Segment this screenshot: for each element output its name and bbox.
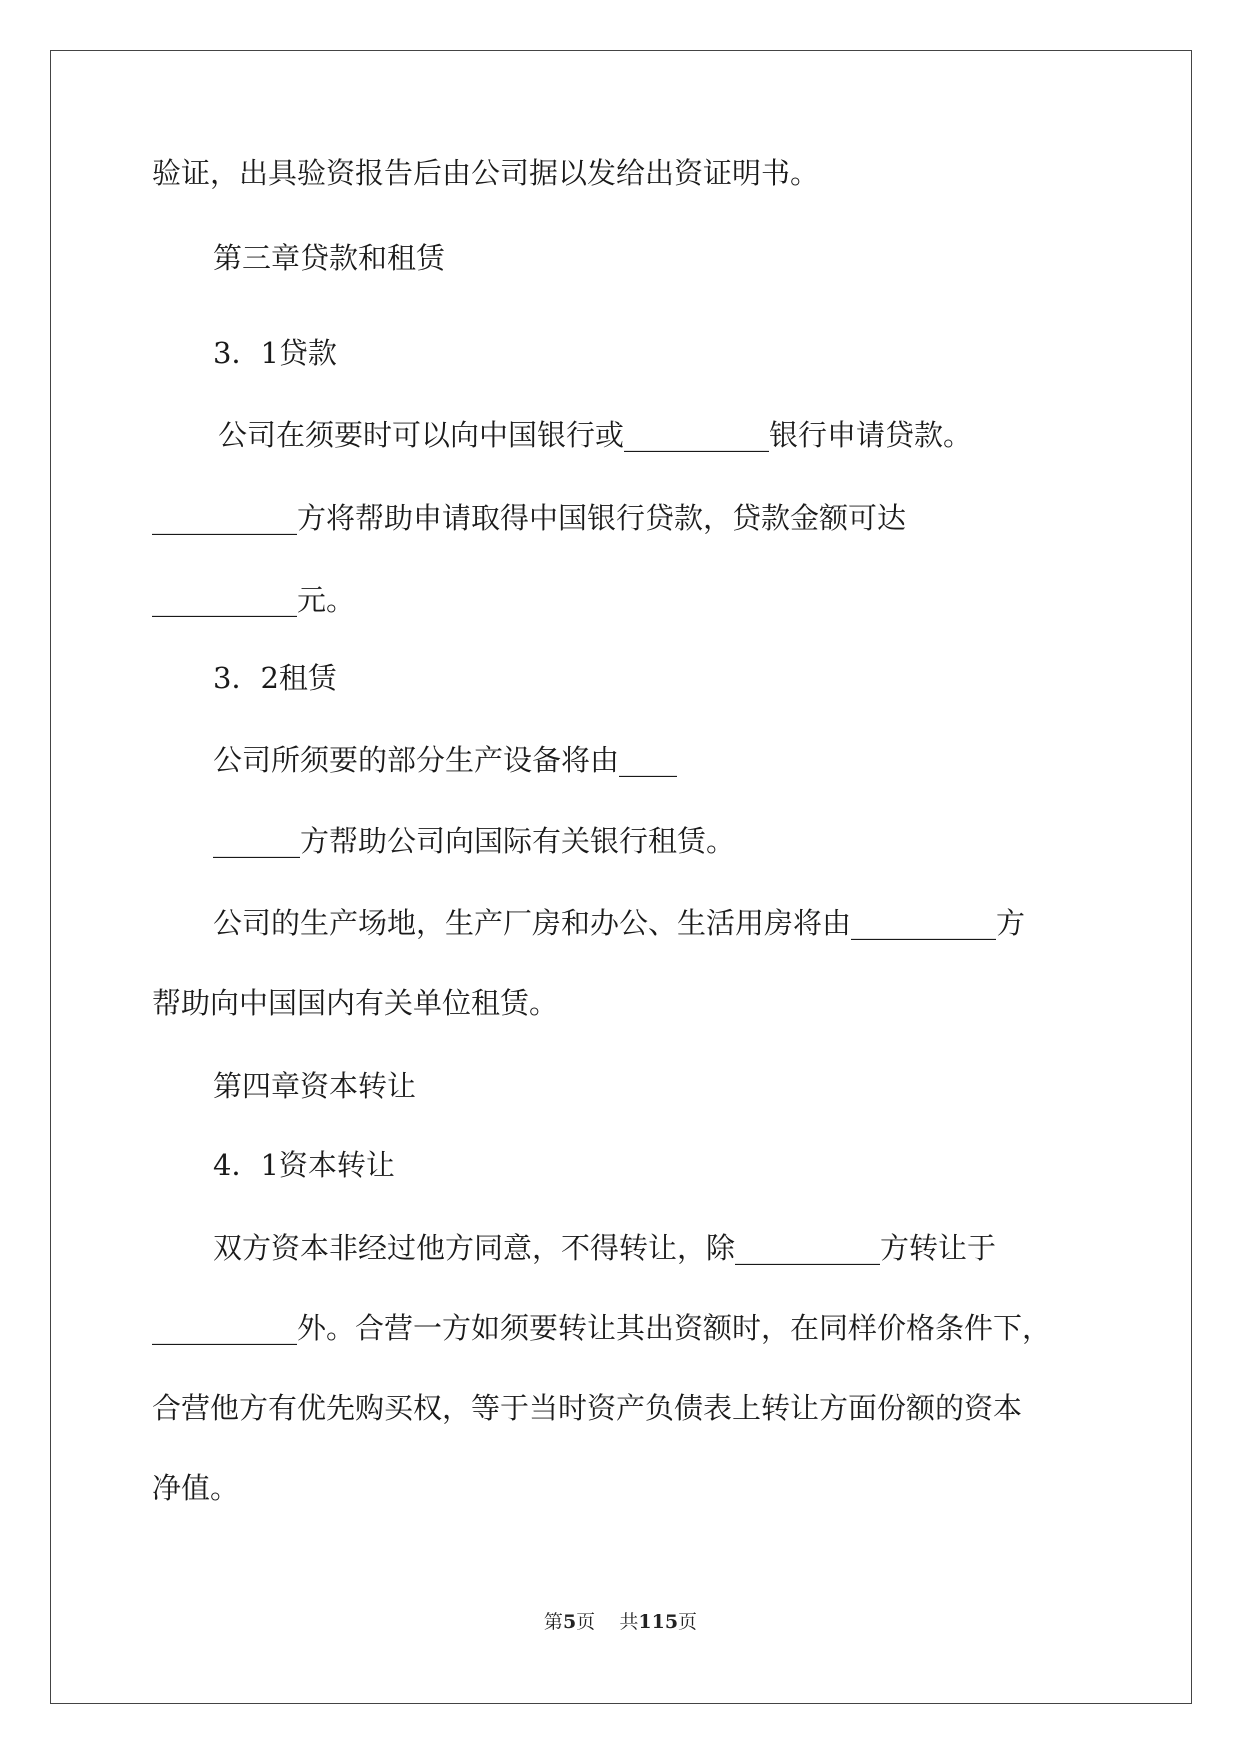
paragraph-line: 双方资本非经过他方同意，不得转让，除__________方转让于	[213, 1231, 997, 1265]
total-pages: 115	[638, 1611, 679, 1633]
total-prefix: 共	[619, 1611, 639, 1633]
paragraph-line: 验证，出具验资报告后由公司据以发给出资证明书。	[152, 156, 820, 190]
paragraph-line: __________方将帮助申请取得中国银行贷款，贷款金额可达	[152, 501, 907, 535]
chapter-heading: 第四章资本转让	[213, 1069, 417, 1103]
paragraph-line: ______方帮助公司向国际有关银行租赁。	[213, 824, 736, 858]
page-number: 5	[562, 1611, 577, 1633]
paragraph-line: 帮助向中国国内有关单位租赁。	[152, 986, 559, 1020]
paragraph-line: 合营他方有优先购买权，等于当时资产负债表上转让方面份额的资本	[152, 1391, 1023, 1425]
paragraph-line: __________外。合营一方如须要转让其出资额时，在同样价格条件下，	[152, 1311, 1052, 1345]
total-suffix: 页	[678, 1611, 698, 1633]
paragraph-line: __________元。	[152, 583, 356, 617]
section-heading: 4．1资本转让	[213, 1148, 395, 1182]
paragraph-line: 公司的生产场地，生产厂房和办公、生活用房将由__________方	[213, 906, 1026, 940]
section-heading: 3．1贷款	[213, 336, 337, 370]
paragraph-line: 净值。	[152, 1471, 240, 1505]
page-footer	[0, 1610, 1241, 1634]
page-suffix: 页	[576, 1611, 596, 1633]
paragraph-line: 公司所须要的部分生产设备将由____	[213, 743, 678, 777]
chapter-heading: 第三章贷款和租赁	[213, 241, 446, 275]
paragraph-line: 公司在须要时可以向中国银行或__________银行申请贷款。	[218, 418, 973, 452]
section-heading: 3．2租赁	[213, 661, 337, 695]
page-prefix: 第	[543, 1611, 563, 1633]
page-border	[50, 50, 1192, 1704]
